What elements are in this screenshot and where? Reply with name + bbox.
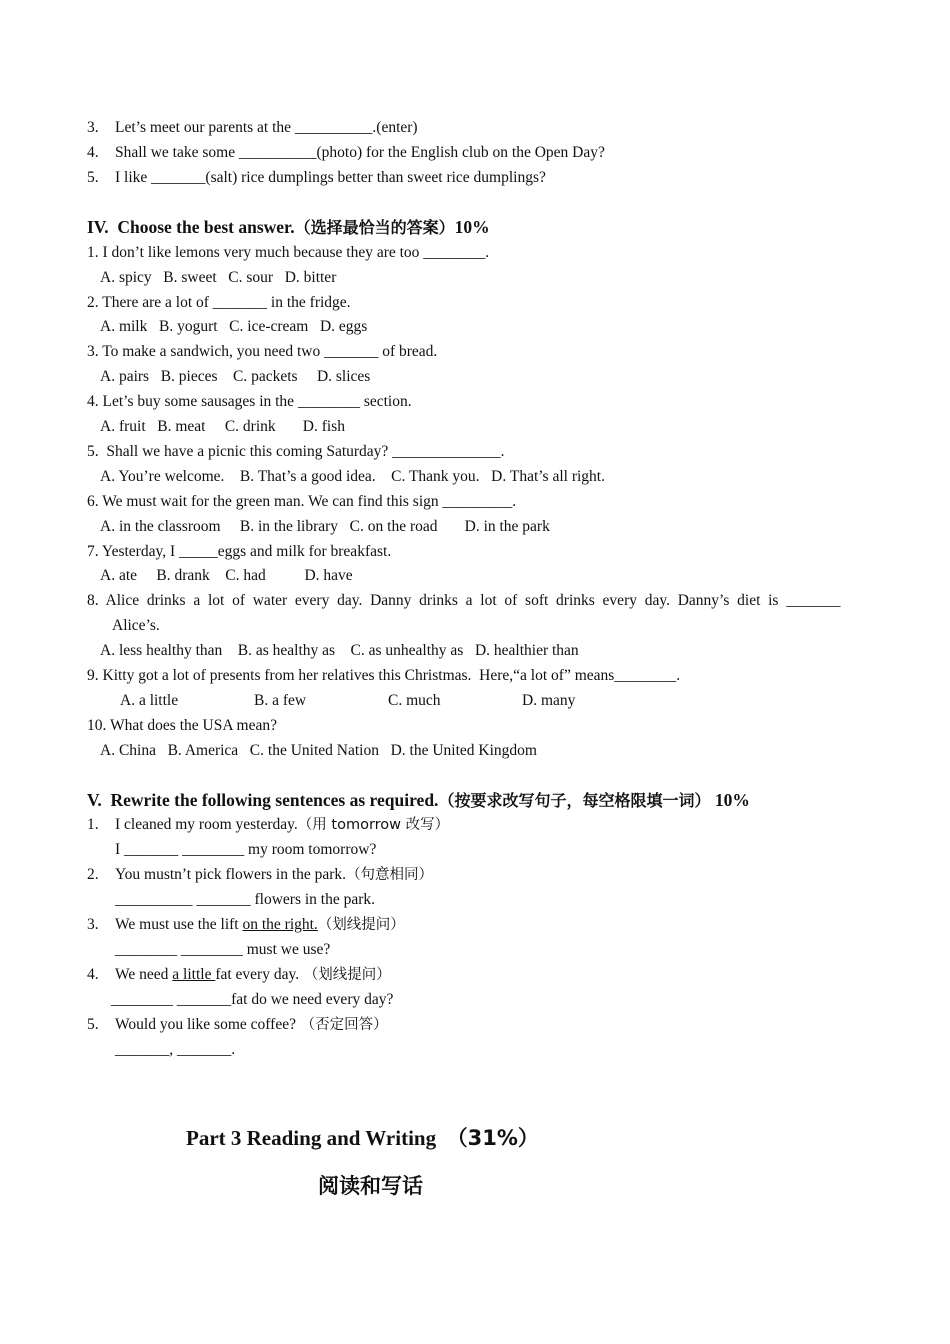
- mc-options-2: A. milk B. yogurt C. ice-cream D. eggs: [100, 318, 368, 335]
- mc-question-10: 10. What does the USA mean?: [87, 717, 277, 734]
- sentence-text: You mustn’t pick flowers in the park.: [115, 866, 347, 883]
- rewrite-answer-5: _______, _______.: [115, 1041, 236, 1058]
- instruction-note: （划线提问）: [299, 967, 391, 983]
- mc-options-5: A. You’re welcome. B. That’s a good idea. C. Thank you. D. That’s all right.: [100, 468, 605, 485]
- section-4-title-cn: （选择最恰当的答案）: [294, 218, 455, 237]
- section-4-heading: [87, 217, 490, 238]
- part-3-percent: （31%）: [446, 1126, 539, 1150]
- sentence-text-end: fat every day.: [215, 966, 300, 983]
- rewrite-sentence-3: [115, 915, 405, 935]
- mc-options-6: A. in the classroom B. in the library C. on the road D. in the park: [100, 518, 550, 535]
- mc-option-9a: A. a little: [120, 692, 179, 709]
- rewrite-answer-2: __________ _______ flowers in the park.: [115, 891, 376, 908]
- item-number: 3.: [87, 119, 99, 136]
- sentence-text: We need: [115, 966, 173, 983]
- part-3-subtitle: 阅读和写话: [318, 1174, 423, 1198]
- rewrite-sentence-1: [115, 815, 449, 835]
- part-3-title: Part 3 Reading and Writing: [186, 1126, 447, 1150]
- sentence-text: Would you like some coffee?: [115, 1016, 296, 1033]
- item-number: 5.: [87, 1016, 99, 1033]
- part-3-heading: [186, 1126, 539, 1150]
- fill-in-question: I like _______(salt) rice dumplings better than sweet rice dumplings?: [115, 169, 546, 186]
- mc-question-3: 3. To make a sandwich, you need two _______ of bread.: [87, 343, 438, 360]
- mc-question-8-cont: Alice’s.: [112, 617, 160, 634]
- sentence-text: I cleaned my room yesterday.: [115, 816, 298, 833]
- underlined-phrase: on the right.: [242, 916, 318, 933]
- mc-options-7: A. ate B. drank C. had D. have: [100, 567, 353, 584]
- mc-question-9: 9. Kitty got a lot of presents from her relatives this Christmas. Here,“a lot of” means________.: [87, 667, 681, 684]
- rewrite-sentence-4: [115, 965, 391, 985]
- mc-question-4: 4. Let’s buy some sausages in the ________ section.: [87, 393, 412, 410]
- mc-question-2: 2. There are a lot of _______ in the fridge.: [87, 294, 351, 311]
- item-number: 4.: [87, 966, 99, 983]
- item-number: 3.: [87, 916, 99, 933]
- fill-in-question: Shall we take some __________(photo) for the English club on the Open Day?: [115, 144, 605, 161]
- section-4-title: IV. Choose the best answer.: [87, 217, 295, 237]
- rewrite-sentence-5: [115, 1015, 388, 1035]
- mc-question-8: 8. Alice drinks a lot of water every day. Danny drinks a lot of soft drinks every day. Danny’s diet is _______: [87, 592, 841, 609]
- rewrite-answer-1: I _______ ________ my room tomorrow?: [115, 841, 377, 858]
- section-5-title: V. Rewrite the following sentences as required.: [87, 790, 439, 810]
- rewrite-sentence-2: [115, 865, 433, 885]
- sentence-text: We must use the lift: [115, 916, 243, 933]
- mc-option-9c: C. much: [388, 692, 441, 709]
- mc-options-1: A. spicy B. sweet C. sour D. bitter: [100, 269, 337, 286]
- mc-question-6: 6. We must wait for the green man. We can find this sign _________.: [87, 493, 517, 510]
- mc-options-3: A. pairs B. pieces C. packets D. slices: [100, 368, 371, 385]
- section-5-heading: [87, 790, 750, 811]
- mc-question-5: 5. Shall we have a picnic this coming Saturday? ______________.: [87, 443, 505, 460]
- item-number: 2.: [87, 866, 99, 883]
- item-number: 4.: [87, 144, 99, 161]
- instruction-note: （划线提问）: [317, 917, 405, 933]
- instruction-note: （句意相同）: [346, 867, 434, 883]
- item-number: 5.: [87, 169, 99, 186]
- section-5-title-cn: （按要求改写句子，每空格限填一词）: [438, 791, 711, 810]
- section-5-points: 10%: [710, 790, 750, 810]
- mc-option-9b: B. a few: [254, 692, 307, 709]
- fill-in-question: Let’s meet our parents at the __________.(enter): [115, 119, 418, 136]
- instruction-note: （否定回答）: [295, 1017, 388, 1033]
- section-4-points: 10%: [454, 217, 490, 237]
- mc-options-4: A. fruit B. meat C. drink D. fish: [100, 418, 345, 435]
- rewrite-answer-3: ________ ________ must we use?: [115, 941, 331, 958]
- mc-options-8: A. less healthy than B. as healthy as C. as unhealthy as D. healthier than: [100, 642, 579, 659]
- mc-options-10: A. China B. America C. the United Nation D. the United Kingdom: [100, 742, 537, 759]
- instruction-note: （用 tomorrow 改写）: [297, 817, 450, 833]
- rewrite-answer-4: ________ _______fat do we need every day?: [111, 991, 394, 1008]
- underlined-phrase: a little: [172, 966, 216, 983]
- mc-question-1: 1. I don’t like lemons very much because they are too ________.: [87, 244, 490, 261]
- mc-option-9d: D. many: [522, 692, 576, 709]
- item-number: 1.: [87, 816, 99, 833]
- mc-question-7: 7. Yesterday, I _____eggs and milk for breakfast.: [87, 543, 392, 560]
